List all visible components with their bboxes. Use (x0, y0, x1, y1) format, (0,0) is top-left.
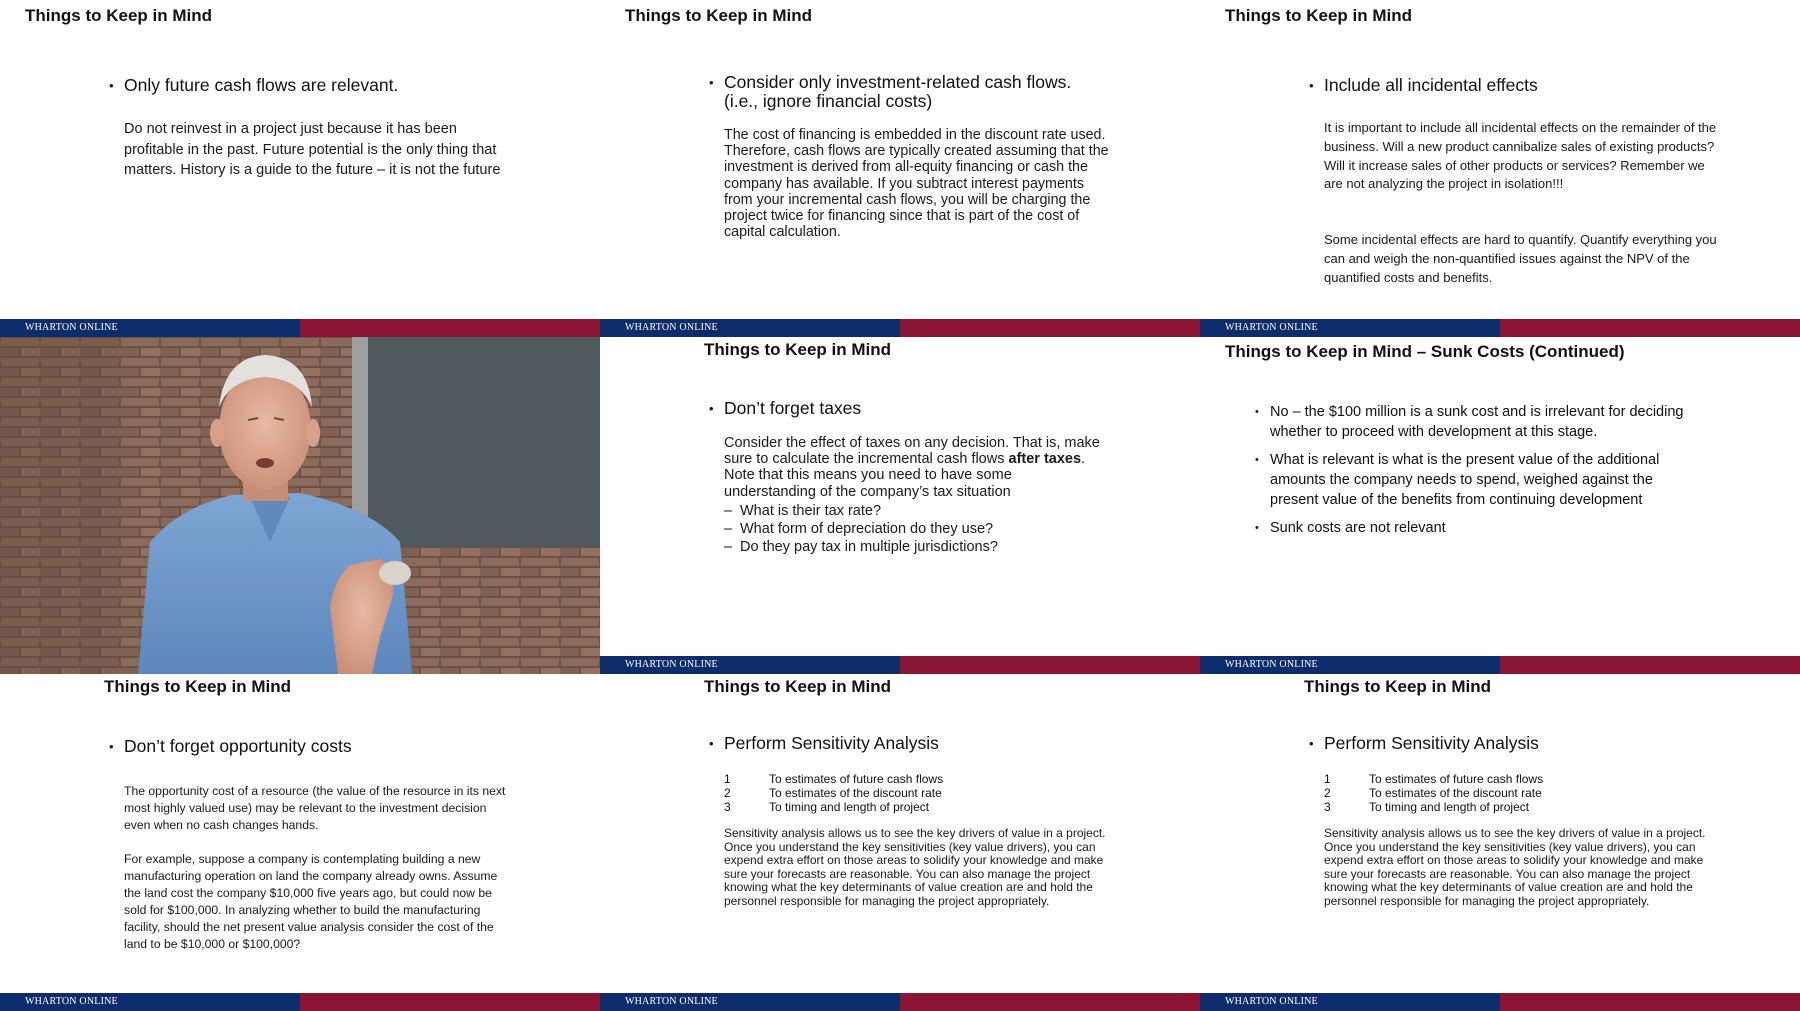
slide-body: Do not reinvest in a project just because it has been profitable in the past. Future potential is the only thing that matters. History is a guide to the future – it is not the future (124, 121, 501, 178)
slide-title: Things to Keep in Mind (625, 6, 812, 25)
slide-bullet: • No – the $100 million is a sunk cost and is irrelevant for deciding whether to proceed with development at this stage. (1255, 404, 1684, 440)
slide-future-cash-flows[interactable] (0, 0, 600, 337)
footer-brand: WHARTON ONLINE (1225, 322, 1318, 333)
sensitivity-list (724, 772, 943, 814)
footer-brand: WHARTON ONLINE (1225, 996, 1318, 1007)
list-item: 2 To estimates of the discount rate (1324, 786, 1542, 800)
slide-body: Consider the effect of taxes on any decision. That is, make sure to calculate the incremental cash flows after taxes. Note that this means you need to have some understanding of the company’s tax situation – What is their tax rate? – What form of depreciation do they use? – Do they pay tax in multiple jurisdictions? (724, 435, 1104, 556)
footer-brand: WHARTON ONLINE (1225, 659, 1318, 670)
slide-title: Things to Keep in Mind – Sunk Costs (Continued) (1225, 342, 1625, 361)
slide-opportunity-costs[interactable] (0, 674, 600, 1011)
slide-body-2: Some incidental effects are hard to quantify. Quantify everything you can and weigh the non-quantified issues against the NPV of the quantified costs and benefits. (1324, 232, 1717, 285)
list-item: 2 To estimates of the discount rate (724, 786, 942, 800)
bullet-dot-icon: • (1255, 454, 1259, 466)
slide-bullet: • Only future cash flows are relevant. (109, 75, 399, 95)
slide-sensitivity-analysis[interactable] (600, 674, 1200, 1011)
slide-body-2: For example, suppose a company is contemplating building a new manufacturing operation on land the company already owns. Assume the land cost the company $10,000 five years ago, but could now be sold for $100,000. In analyzing whether to build the manufacturing facility, should the net present value analysis consider the cost of the land to be $10,000 or $100,000? (124, 852, 498, 951)
bullet-dot-icon: • (709, 401, 714, 416)
list-item: 1 To estimates of future cash flows (1324, 772, 1544, 786)
slide-incidental-effects[interactable] (1200, 0, 1800, 337)
presenter-video-frame (0, 337, 600, 674)
slide-body: It is important to include all incidental effects on the remainder of the business. Will a new product cannibalize sales of existing products? Will it increase sales of other products or services? Remember we are not analyzing the project in isolation!!! (1324, 120, 1717, 192)
slide-bullet: • Sunk costs are not relevant (1255, 520, 1446, 536)
bullet-dot-icon: • (1309, 736, 1314, 751)
slide-bullet: • Don’t forget opportunity costs (109, 736, 352, 756)
slide-title: Things to Keep in Mind (1225, 6, 1412, 25)
footer-brand: WHARTON ONLINE (625, 322, 718, 333)
slide-sunk-costs[interactable] (1200, 337, 1800, 674)
slide-title: Things to Keep in Mind (104, 677, 291, 696)
slide-bullet: • Don’t forget taxes (709, 398, 862, 418)
list-item: – Do they pay tax in multiple jurisdictions? (724, 538, 998, 555)
list-item: – What is their tax rate? (724, 502, 882, 519)
sensitivity-list (1324, 772, 1543, 814)
footer-brand: WHARTON ONLINE (25, 996, 118, 1007)
slide-bullet: • Perform Sensitivity Analysis (1309, 733, 1539, 753)
list-item: 1 To estimates of future cash flows (724, 772, 944, 786)
slide-sensitivity-analysis-2[interactable] (1200, 674, 1800, 1011)
footer-brand: WHARTON ONLINE (625, 659, 718, 670)
bullet-dot-icon: • (1309, 78, 1314, 93)
slide-footer (600, 993, 1200, 1011)
slide-title: Things to Keep in Mind (704, 677, 891, 696)
slide-body: Sensitivity analysis allows us to see the key drivers of value in a project. Once you understand the key sensitivities (key value drivers), you can expend extra effort on those areas to solidify your knowledge and make sure your forecasts are reasonable. You can also manage the project knowing what the key determinants of value creation are and hold the personnel responsible for managing the project appropriately. (1324, 826, 1706, 908)
slide-footer (1200, 319, 1800, 337)
bullet-dot-icon: • (109, 739, 114, 754)
slide-bullet: • Consider only investment-related cash flows. (i.e., ignore financial costs) (709, 72, 1072, 111)
list-item: 3 To timing and length of project (724, 800, 930, 814)
footer-brand: WHARTON ONLINE (625, 996, 718, 1007)
slide-footer (1200, 993, 1800, 1011)
slide-title: Things to Keep in Mind (1304, 677, 1491, 696)
slide-taxes[interactable] (600, 337, 1200, 674)
bullet-dot-icon: • (709, 736, 714, 751)
footer-brand: WHARTON ONLINE (25, 322, 118, 333)
tax-questions-list (724, 502, 1104, 556)
slide-title: Things to Keep in Mind (25, 6, 212, 25)
bullet-dot-icon: • (1255, 406, 1259, 418)
bullet-dot-icon: • (709, 75, 714, 90)
list-item: – What form of depreciation do they use? (724, 520, 994, 537)
slide-investment-cash-flows[interactable] (600, 0, 1200, 337)
slide-footer (0, 319, 600, 337)
presenter-video[interactable] (0, 337, 600, 674)
slide-title: Things to Keep in Mind (704, 340, 891, 359)
list-item: 3 To timing and length of project (1324, 800, 1530, 814)
slide-footer (600, 319, 1200, 337)
bullet-dot-icon: • (1255, 522, 1259, 534)
slide-bullet: • Perform Sensitivity Analysis (709, 733, 939, 753)
slide-body: The opportunity cost of a resource (the value of the resource in its next most highly valued use) may be relevant to the investment decision even when no cash changes hands. (124, 784, 506, 832)
slide-footer (1200, 656, 1800, 674)
bullet-dot-icon: • (109, 78, 114, 93)
slide-bullet: • Include all incidental effects (1309, 75, 1538, 95)
slide-footer (0, 993, 600, 1011)
slide-body: Sensitivity analysis allows us to see the key drivers of value in a project. Once you understand the key sensitivities (key value drivers), you can expend extra effort on those areas to solidify your knowledge and make sure your forecasts are reasonable. You can also manage the project knowing what the key determinants of value creation are and hold the personnel responsible for managing the project appropriately. (724, 826, 1106, 908)
slide-bullet: • What is relevant is what is the present value of the additional amounts the company needs to spend, weighed against the present value of the benefits from continuing development (1255, 452, 1660, 508)
slide-footer (600, 656, 1200, 674)
slide-body: The cost of financing is embedded in the discount rate used. Therefore, cash flows are typically created assuming that the investment is derived from all-equity financing or cash the company has available. If you subtract interest payments from your incremental cash flows, you will be charging the project twice for financing since that is part of the cost of capital calculation. (724, 127, 1109, 241)
